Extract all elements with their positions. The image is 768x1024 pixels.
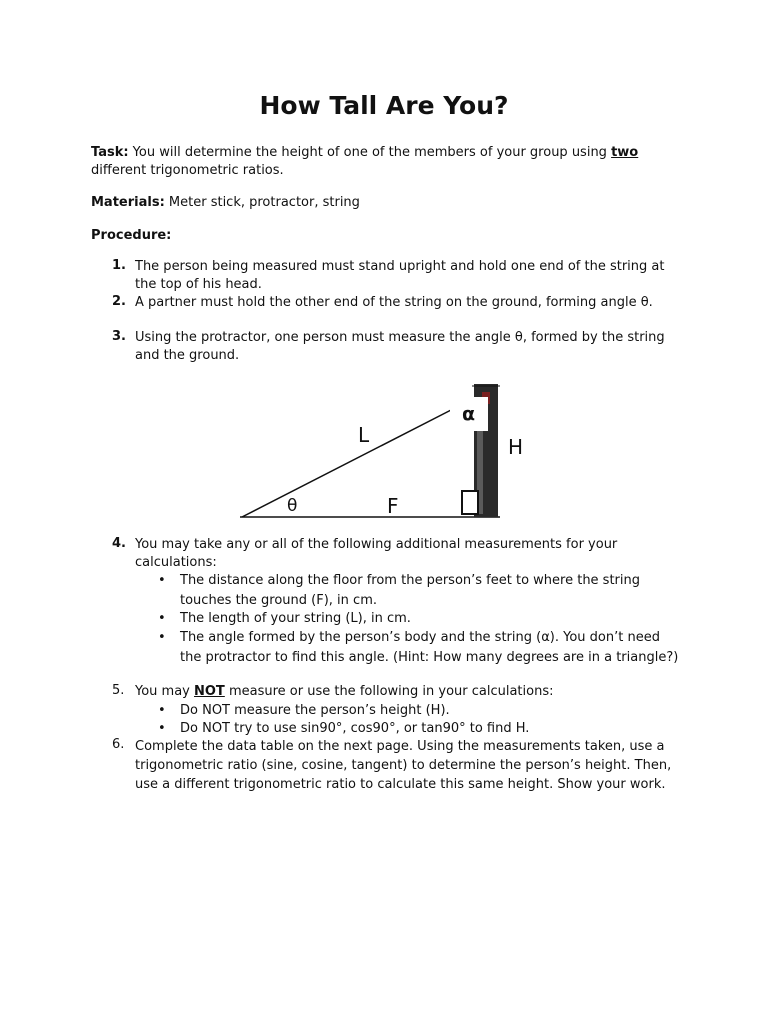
step-number: 3.: [112, 329, 126, 344]
step-text: Complete the data table on the next page. Using the measurements taken, use a trigonometric ratio (sine, cosine, tangent) to determine the person’s height. Then, use a different trigonometric ratio to calculate this same height. Show your work.: [135, 739, 672, 792]
bullet-item: Do NOT measure the person’s height (H).: [180, 703, 450, 718]
triangle-diagram: [240, 380, 530, 525]
step-text: Using the protractor, one person must measure the angle θ, formed by the string and the ground.: [135, 330, 665, 363]
bullet-item: Do NOT try to use sin90°, cos90°, or tan90° to find H.: [180, 721, 530, 736]
step-number: 4.: [112, 536, 126, 551]
task-text-before: You will determine the height of one of the members of your group using: [128, 145, 612, 160]
page-title: How Tall Are You?: [259, 91, 509, 120]
step-text: [135, 683, 685, 701]
task-label: Task:: [91, 145, 129, 160]
step-text-after: measure or use the following in your calculations:: [224, 684, 554, 699]
materials-text: Meter stick, protractor, string: [164, 195, 360, 210]
bullet-dot: •: [158, 721, 166, 736]
bullet-dot: •: [158, 573, 166, 588]
step-text: You may take any or all of the following additional measurements for your calculations:: [135, 537, 618, 570]
label-L: L: [358, 423, 370, 447]
task-emphasis: two: [611, 145, 639, 160]
step-number: 1.: [112, 258, 126, 273]
label-alpha: α: [462, 403, 476, 425]
step-text: The person being measured must stand upright and hold one end of the string at the top of his head.: [135, 259, 665, 292]
label-F: F: [387, 494, 399, 518]
step-number: 5.: [112, 683, 125, 698]
bullet-item: The length of your string (L), in cm.: [180, 611, 411, 626]
task-paragraph: [91, 144, 691, 180]
label-H: H: [508, 435, 524, 459]
step-emphasis: NOT: [194, 684, 225, 699]
task-text-after: different trigonometric ratios.: [91, 163, 284, 178]
bullet-item: The distance along the floor from the person’s feet to where the string touches the ground (F), in cm.: [180, 573, 641, 608]
step-text: A partner must hold the other end of the string on the ground, forming angle θ.: [135, 295, 653, 310]
procedure-label: Procedure:: [91, 228, 172, 243]
label-theta: θ: [287, 496, 298, 516]
step-number: 2.: [112, 294, 126, 309]
materials-paragraph: [91, 194, 691, 212]
bullet-dot: •: [158, 703, 166, 718]
bullet-dot: •: [158, 630, 166, 645]
right-angle-marker: [462, 491, 478, 514]
procedure-heading: [91, 227, 691, 245]
bullet-dot: •: [158, 611, 166, 626]
materials-label: Materials:: [91, 195, 165, 210]
string-line: [242, 409, 453, 517]
bullet-item: The angle formed by the person’s body and the string (α). You don’t need the protractor to find this angle. (Hint: How many degrees are in a triangle?): [180, 630, 679, 665]
step-number: 6.: [112, 737, 125, 752]
step-text-before: You may: [135, 684, 194, 699]
